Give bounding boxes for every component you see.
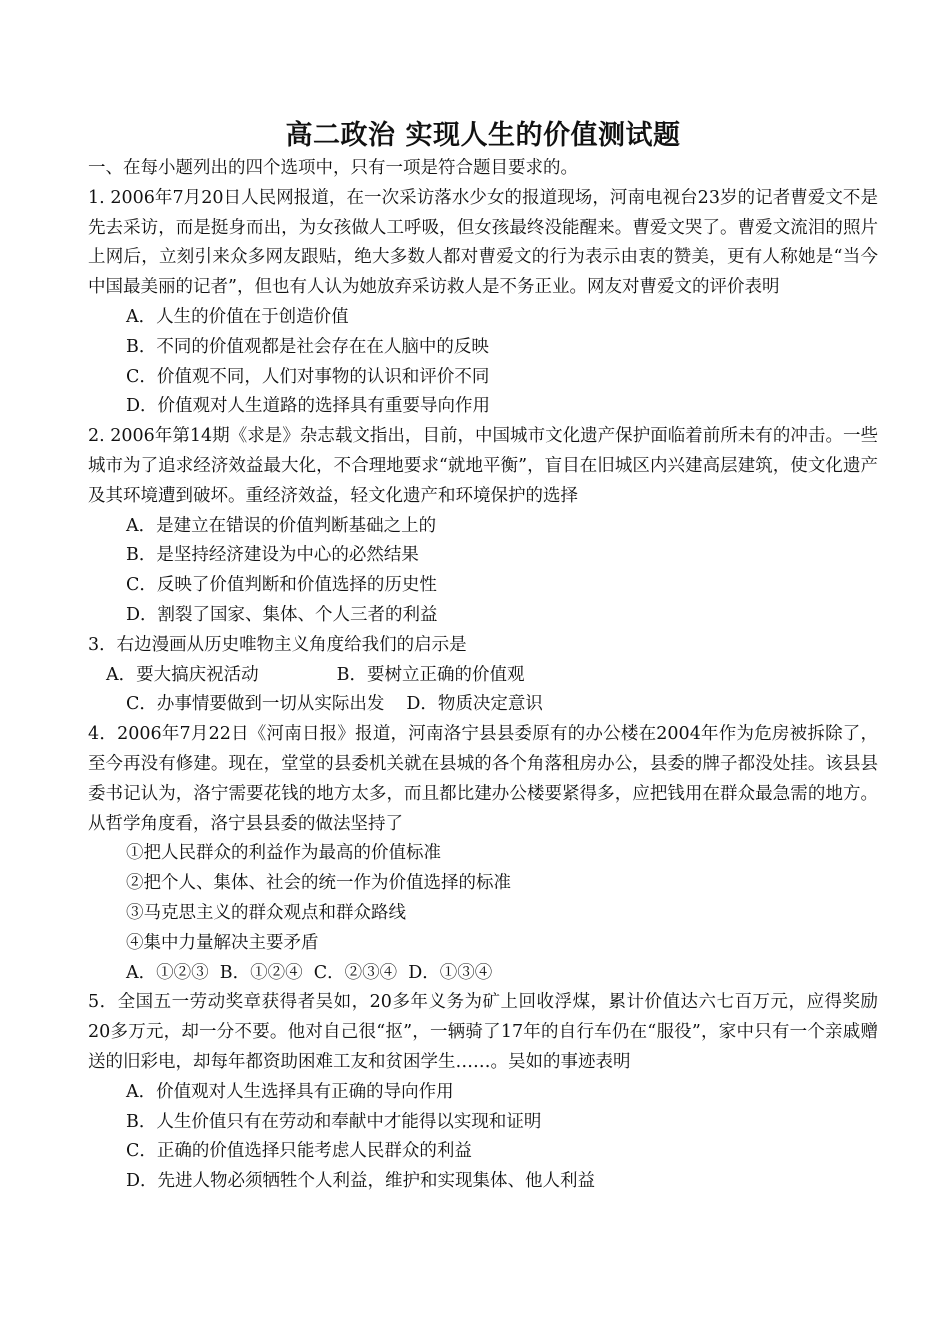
- question-5: [88, 988, 878, 1197]
- option-d: D．割裂了国家、集体、个人三者的利益: [126, 604, 438, 625]
- question-3: [88, 631, 878, 720]
- answer-options: A．①②③ B．①②④ C．②③④ D．①③④: [126, 962, 493, 983]
- exam-title: 高二政治 实现人生的价值测试题: [285, 120, 681, 151]
- option-b: B．是坚持经济建设为中心的必然结果: [126, 545, 419, 566]
- question-stem: 3．右边漫画从历史唯物主义角度给我们的启示是: [88, 634, 467, 655]
- question-stem: 4．2006年7月22日《河南日报》报道，河南洛宁县县委原有的办公楼在2004年作为危房被拆除了，至今再没有修建。现在，堂堂的县委机关就在县城的各个角落租房办公，县委的牌子都没处挂。该县县委书记认为，洛宁需要花钱的地方太多，而且都比建办公楼要紧得多，应把钱用在群众最急需的地方。从哲学角度看，洛宁县县委的做法坚持了: [88, 724, 878, 834]
- section-instruction: 一、在每小题列出的四个选项中，只有一项是符合题目要求的。: [88, 158, 578, 178]
- option-c: C．办事情要做到一切从实际出发: [126, 694, 385, 715]
- statement-4: ④集中力量解决主要矛盾: [126, 932, 319, 953]
- question-4: [88, 720, 878, 988]
- options-row-ab: [88, 661, 878, 691]
- question-stem: 1. 2006年7月20日人民网报道，在一次采访落水少女的报道现场，河南电视台23岁的记者曹爱文不是先去采访，而是挺身而出，为女孩做人工呼吸，但女孩最终没能醒来。曹爱文哭了。曹爱文流泪的照片上网后，立刻引来众多网友跟贴，绝大多数人都对曹爱文的行为表示由衷的赞美，更有人称她是“当今中国最美丽的记者”，但也有人认为她放弃采访救人是不务正业。网友对曹爱文的评价表明: [88, 187, 878, 298]
- option-a: A．价值观对人生选择具有正确的导向作用: [126, 1081, 454, 1102]
- option-c: C．正确的价值选择只能考虑人民群众的利益: [126, 1141, 472, 1162]
- option-b: B．人生价值只有在劳动和奉献中才能得以实现和证明: [126, 1111, 542, 1132]
- option-a: A．要大搞庆祝活动: [106, 664, 259, 685]
- statement-1: ①把人民群众的利益作为最高的价值标准: [126, 843, 441, 864]
- option-d: D．物质决定意识: [406, 694, 543, 715]
- option-c: C．反映了价值判断和价值选择的历史性: [126, 575, 437, 596]
- question-1: [88, 184, 878, 422]
- option-c: C．价值观不同，人们对事物的认识和评价不同: [126, 366, 490, 387]
- question-stem: 5．全国五一劳动奖章获得者吴如，20多年义务为矿上回收浮煤，累计价值达六七百万元，应得奖励20多万元，却一分不要。他对自己很“抠”，一辆骑了17年的自行车仍在“服役”，家中只有一个亲戚赠送的旧彩电，却每年都资助困难工友和贫困学生……。吴如的事迹表明: [88, 992, 878, 1072]
- option-a: A．是建立在错误的价值判断基础之上的: [126, 515, 437, 536]
- option-d: D．价值观对人生道路的选择具有重要导向作用: [126, 396, 491, 417]
- option-b: B．要树立正确的价值观: [336, 664, 525, 685]
- statement-3: ③马克思主义的群众观点和群众路线: [126, 902, 406, 923]
- option-b: B．不同的价值观都是社会存在在人脑中的反映: [126, 336, 489, 357]
- question-stem: 2. 2006年第14期《求是》杂志载文指出，目前，中国城市文化遗产保护面临着前所未有的冲击。一些城市为了追求经济效益最大化，不合理地要求“就地平衡”，盲目在旧城区内兴建高层建筑，使文化遗产及其环境遭到破坏。重经济效益，轻文化遗产和环境保护的选择: [88, 426, 878, 506]
- options-row-cd: [88, 690, 878, 720]
- exam-page: [88, 118, 878, 1197]
- option-a: A．人生的价值在于创造价值: [126, 306, 349, 327]
- statement-2: ②把个人、集体、社会的统一作为价值选择的标准: [126, 873, 511, 894]
- option-d: D．先进人物必须牺牲个人利益，维护和实现集体、他人利益: [126, 1171, 596, 1192]
- question-2: [88, 422, 878, 631]
